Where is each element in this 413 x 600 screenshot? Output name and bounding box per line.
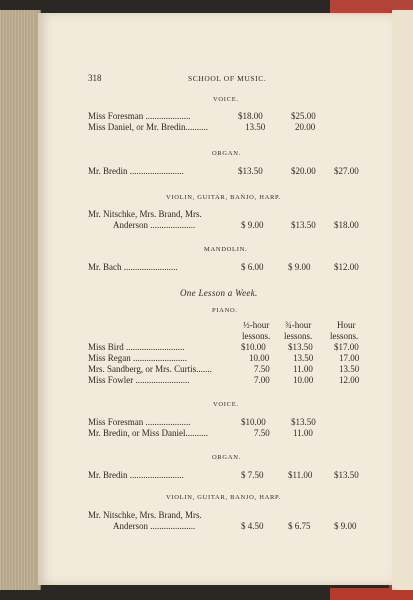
- column-header-hour: Hour: [337, 320, 356, 330]
- price-row-label: Mr. Bach ........................: [88, 262, 178, 272]
- page-edge-texture: [0, 10, 36, 590]
- price-row-label: Miss Bird ..........................: [88, 342, 185, 352]
- price-three-quarter: $13.50: [291, 417, 316, 427]
- column-header-three-quarter: ¾-hour: [285, 320, 312, 330]
- section-heading-mandolin: MANDOLIN.: [204, 246, 248, 253]
- column-header-lessons: lessons.: [284, 331, 313, 341]
- teacher-names-line: Mr. Nitschke, Mrs. Brand, Mrs.: [88, 510, 202, 520]
- price-row-label: Mrs. Sandberg, or Mrs. Curtis.......: [88, 364, 212, 374]
- page-number: 318: [88, 73, 102, 83]
- price-half-hour: $10.00: [241, 417, 266, 427]
- price-half-hour: $ 4.50: [241, 521, 264, 531]
- price-three-quarter: $13.50: [291, 220, 316, 230]
- section-heading-voice: VOICE.: [213, 96, 239, 103]
- price-row-label: Miss Foresman ....................: [88, 417, 191, 427]
- price-row-label: Anderson ....................: [113, 521, 196, 531]
- price-row-label: Miss Daniel, or Mr. Bredin..........: [88, 122, 208, 132]
- price-three-quarter: $25.00: [291, 111, 316, 121]
- column-header-lessons: lessons.: [242, 331, 271, 341]
- price-three-quarter: 20.00: [295, 122, 316, 132]
- price-half-hour: $ 7.50: [241, 470, 264, 480]
- price-row-label: Mr. Bredin, or Miss Daniel..........: [88, 428, 208, 438]
- price-half-hour: $ 6.00: [241, 262, 264, 272]
- column-header-half-hour: ½-hour: [243, 320, 270, 330]
- price-hour: 13.50: [339, 364, 360, 374]
- price-three-quarter: 11.00: [293, 428, 313, 438]
- section-heading-violin: VIOLIN, GUITAR, BANJO, HARP.: [166, 494, 281, 501]
- price-hour: $18.00: [334, 220, 359, 230]
- price-row-label: Miss Foresman ....................: [88, 111, 191, 121]
- subsection-title: One Lesson a Week.: [180, 288, 258, 298]
- price-three-quarter: 11.00: [293, 364, 313, 374]
- section-heading-organ: ORGAN.: [212, 454, 241, 461]
- price-half-hour: $10.00: [241, 342, 266, 352]
- price-hour: $ 9.00: [334, 521, 357, 531]
- price-three-quarter: $ 6.75: [288, 521, 311, 531]
- price-hour: 17.00: [339, 353, 360, 363]
- price-three-quarter: $20.00: [291, 166, 316, 176]
- price-hour: $12.00: [334, 262, 359, 272]
- price-three-quarter: $ 9.00: [288, 262, 311, 272]
- next-page-strip: [389, 10, 413, 590]
- price-row-label: Miss Regan ........................: [88, 353, 187, 363]
- price-row-label: Mr. Bredin ........................: [88, 166, 184, 176]
- section-heading-piano: PIANO.: [212, 307, 238, 314]
- price-row-label: Miss Fowler ........................: [88, 375, 190, 385]
- teacher-names-line: Mr. Nitschke, Mrs. Brand, Mrs.: [88, 209, 202, 219]
- price-row-label: Anderson ....................: [113, 220, 196, 230]
- price-hour: $17.00: [334, 342, 359, 352]
- running-head: SCHOOL OF MUSIC.: [188, 74, 267, 83]
- section-heading-violin: VIOLIN, GUITAR, BANJO, HARP.: [166, 194, 281, 201]
- price-three-quarter: $13.50: [288, 342, 313, 352]
- price-half-hour: 7.50: [254, 428, 270, 438]
- price-hour: $27.00: [334, 166, 359, 176]
- price-half-hour: $18.00: [238, 111, 263, 121]
- price-half-hour: 13.50: [245, 122, 266, 132]
- price-hour: $13.50: [334, 470, 359, 480]
- section-heading-organ: ORGAN.: [212, 150, 241, 157]
- price-three-quarter: 10.00: [293, 375, 314, 385]
- price-three-quarter: 13.50: [293, 353, 314, 363]
- price-row-label: Mr. Bredin ........................: [88, 470, 184, 480]
- price-hour: 12.00: [339, 375, 360, 385]
- price-half-hour: 10.00: [249, 353, 270, 363]
- section-heading-voice: VOICE.: [213, 401, 239, 408]
- price-half-hour: 7.50: [254, 364, 270, 374]
- price-half-hour: $13.50: [238, 166, 263, 176]
- column-header-lessons: lessons.: [330, 331, 359, 341]
- price-three-quarter: $11.00: [288, 470, 313, 480]
- price-half-hour: 7.00: [254, 375, 270, 385]
- price-half-hour: $ 9.00: [241, 220, 264, 230]
